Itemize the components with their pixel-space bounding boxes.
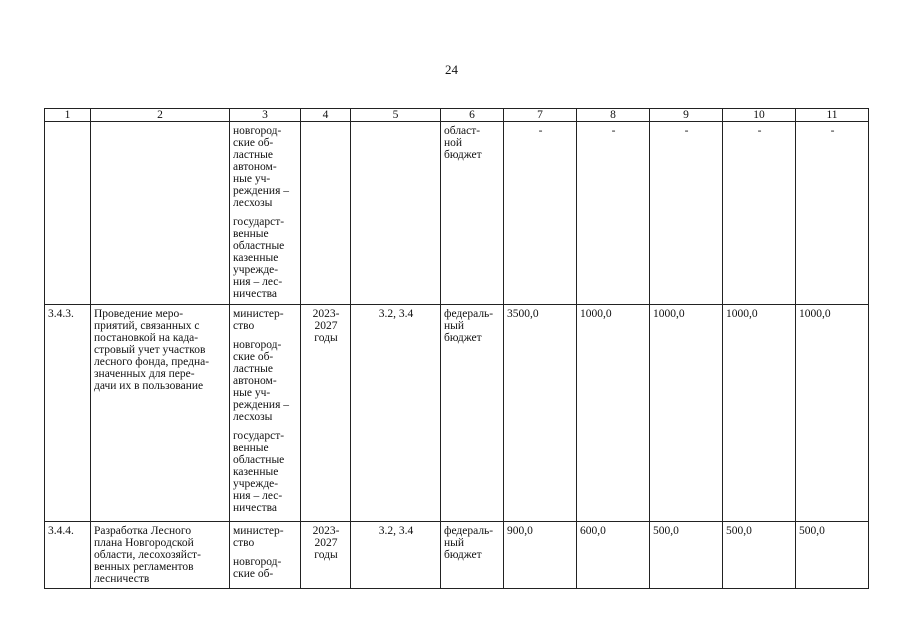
- funding-source: федераль- ный бюджет: [441, 305, 504, 522]
- table-row: [45, 522, 869, 589]
- row-number: 3.4.3.: [45, 305, 91, 522]
- value-cell: 1000,0: [723, 305, 796, 522]
- value-cell: -: [723, 122, 796, 305]
- value-cell: -: [796, 122, 869, 305]
- header-cell: 8: [577, 109, 650, 122]
- goals: 3.2, 3.4: [351, 522, 441, 589]
- goals: 3.2, 3.4: [351, 305, 441, 522]
- value-cell: 600,0: [577, 522, 650, 589]
- value-cell: 1000,0: [577, 305, 650, 522]
- value-cell: 500,0: [723, 522, 796, 589]
- row-number: [45, 122, 91, 305]
- table-header-row: [45, 109, 869, 122]
- header-cell: 11: [796, 109, 869, 122]
- goals: [351, 122, 441, 305]
- header-cell: 9: [650, 109, 723, 122]
- executor: министер- ство: [233, 525, 284, 549]
- value-cell: 500,0: [796, 522, 869, 589]
- executors-cell: [230, 522, 301, 589]
- header-cell: 5: [351, 109, 441, 122]
- table-row: [45, 305, 869, 522]
- table-row: [45, 122, 869, 305]
- executor: министер- ство: [233, 308, 284, 332]
- value-cell: -: [504, 122, 577, 305]
- program-table: [44, 108, 869, 589]
- header-cell: 7: [504, 109, 577, 122]
- header-cell: 4: [301, 109, 351, 122]
- period: 2023- 2027 годы: [301, 522, 351, 589]
- value-cell: -: [577, 122, 650, 305]
- executor: государст- венные областные казенные учрежде- ния – лес- ничества: [233, 430, 285, 514]
- header-cell: 3: [230, 109, 301, 122]
- funding-source: федераль- ный бюджет: [441, 522, 504, 589]
- value-cell: -: [650, 122, 723, 305]
- period: 2023- 2027 годы: [301, 305, 351, 522]
- value-cell: 500,0: [650, 522, 723, 589]
- measure-name: Проведение меро- приятий, связанных с постановкой на када- стровый учет участков лесного фонда, предна- значенных для пере- дачи их в пользование: [91, 305, 230, 522]
- executor: государст- венные областные казенные учрежде- ния – лес- ничества: [233, 216, 285, 300]
- page-number: 24: [445, 62, 458, 77]
- header-cell: 2: [91, 109, 230, 122]
- row-number: 3.4.4.: [45, 522, 91, 589]
- measure-name: Разработка Лесного плана Новгородской области, лесохозяйст- венных регламентов лесничеств: [91, 522, 230, 589]
- executors-cell: [230, 122, 301, 305]
- header-cell: 6: [441, 109, 504, 122]
- header-cell: 1: [45, 109, 91, 122]
- measure-name: [91, 122, 230, 305]
- period: [301, 122, 351, 305]
- value-cell: 900,0: [504, 522, 577, 589]
- executor: новгород- ские об-: [233, 556, 282, 580]
- executor: новгород- ские об- ластные автоном- ные уч- реждения – лесхозы: [233, 339, 289, 423]
- funding-source: област- ной бюджет: [441, 122, 504, 305]
- value-cell: 1000,0: [650, 305, 723, 522]
- value-cell: 3500,0: [504, 305, 577, 522]
- header-cell: 10: [723, 109, 796, 122]
- executor: новгород- ские об- ластные автоном- ные уч- реждения – лесхозы: [233, 125, 289, 209]
- value-cell: 1000,0: [796, 305, 869, 522]
- executors-cell: [230, 305, 301, 522]
